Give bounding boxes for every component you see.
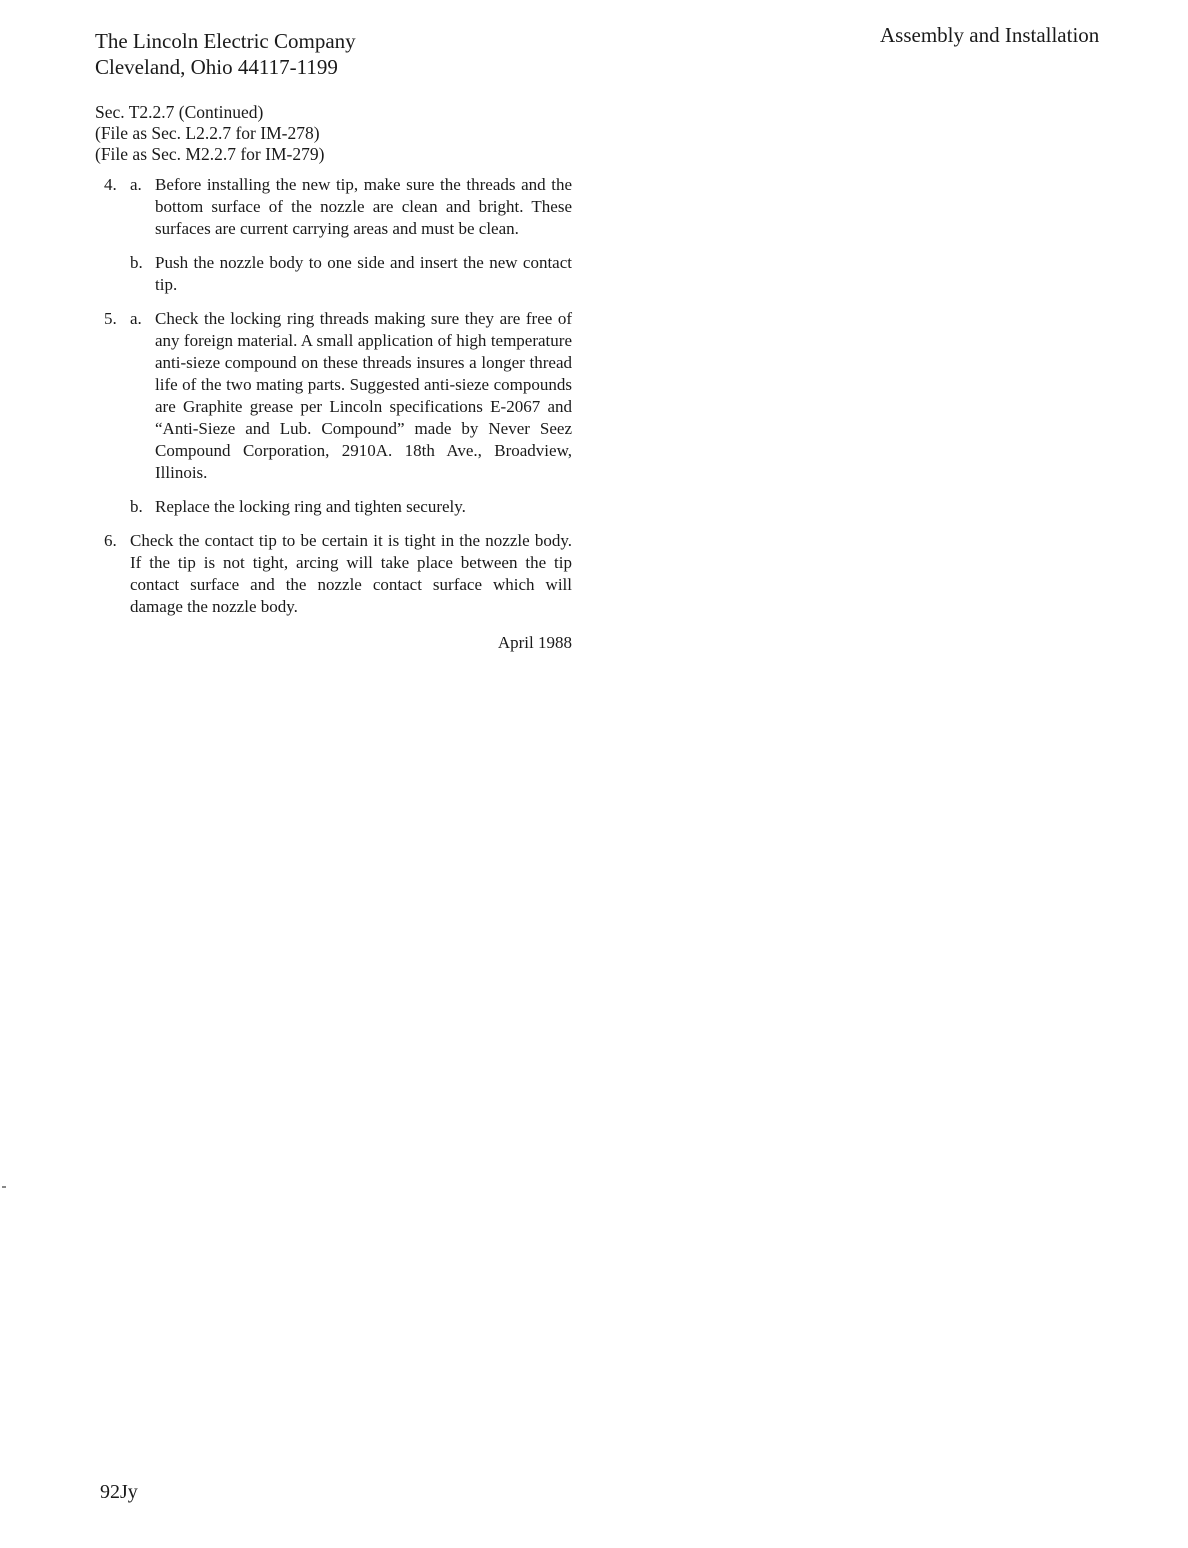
instruction-list [104, 174, 572, 654]
section-ref: (File as Sec. M2.2.7 for IM-279) [95, 144, 325, 164]
step-content [130, 308, 572, 518]
substep-4a [130, 174, 572, 240]
scan-artifact [2, 1186, 6, 1188]
section-ref: Sec. T2.2.7 (Continued) [95, 102, 264, 122]
section-references [95, 102, 324, 165]
revision-date: April 1988 [497, 633, 572, 652]
step-number: 6. [104, 531, 117, 550]
substep-text: Push the nozzle body to one side and insert the new contact tip. [155, 253, 572, 294]
substep-5b [130, 496, 572, 518]
substep-letter: a. [130, 175, 142, 194]
company-name: The Lincoln Electric Company [95, 29, 356, 53]
substep-text: Check the locking ring threads making sure they are free of any foreign material. A small application of high temperature anti-sieze compound on these threads insures a longer thread life of the two mating parts. Suggested anti-sieze compounds are Graphite grease per Lincoln specifications E-2067 and “Anti-Sieze and Lub. Compound” made by Never Seez Compound Corporation, 2910A. 18th Ave., Broadview, Illinois. [155, 309, 572, 482]
substep-text: Before installing the new tip, make sure the threads and the bottom surface of the nozzle are clean and bright. These surfaces are current carrying areas and must be clean. [155, 175, 572, 238]
step-6 [104, 530, 572, 618]
section-title: Assembly and Installation [880, 23, 1100, 47]
company-location: Cleveland, Ohio 44117-1199 [95, 55, 338, 79]
step-4 [104, 174, 572, 296]
step-5 [104, 308, 572, 518]
footer-code: 92Jy [100, 1481, 138, 1503]
substep-4b [130, 252, 572, 296]
substep-text: Replace the locking ring and tighten securely. [155, 497, 466, 516]
step-number: 5. [104, 309, 117, 328]
substep-letter: a. [130, 309, 142, 328]
company-address [95, 28, 356, 80]
substep-letter: b. [130, 253, 143, 272]
substep-letter: b. [130, 497, 143, 516]
substep-5a [130, 308, 572, 484]
step-number: 4. [104, 175, 117, 194]
step-text: Check the contact tip to be certain it is tight in the nozzle body. If the tip is not tight, arcing will take place between the tip contact surface and the nozzle contact surface which will damage the nozzle body. [130, 531, 572, 616]
step-content [130, 174, 572, 296]
section-ref: (File as Sec. L2.2.7 for IM-278) [95, 123, 320, 143]
